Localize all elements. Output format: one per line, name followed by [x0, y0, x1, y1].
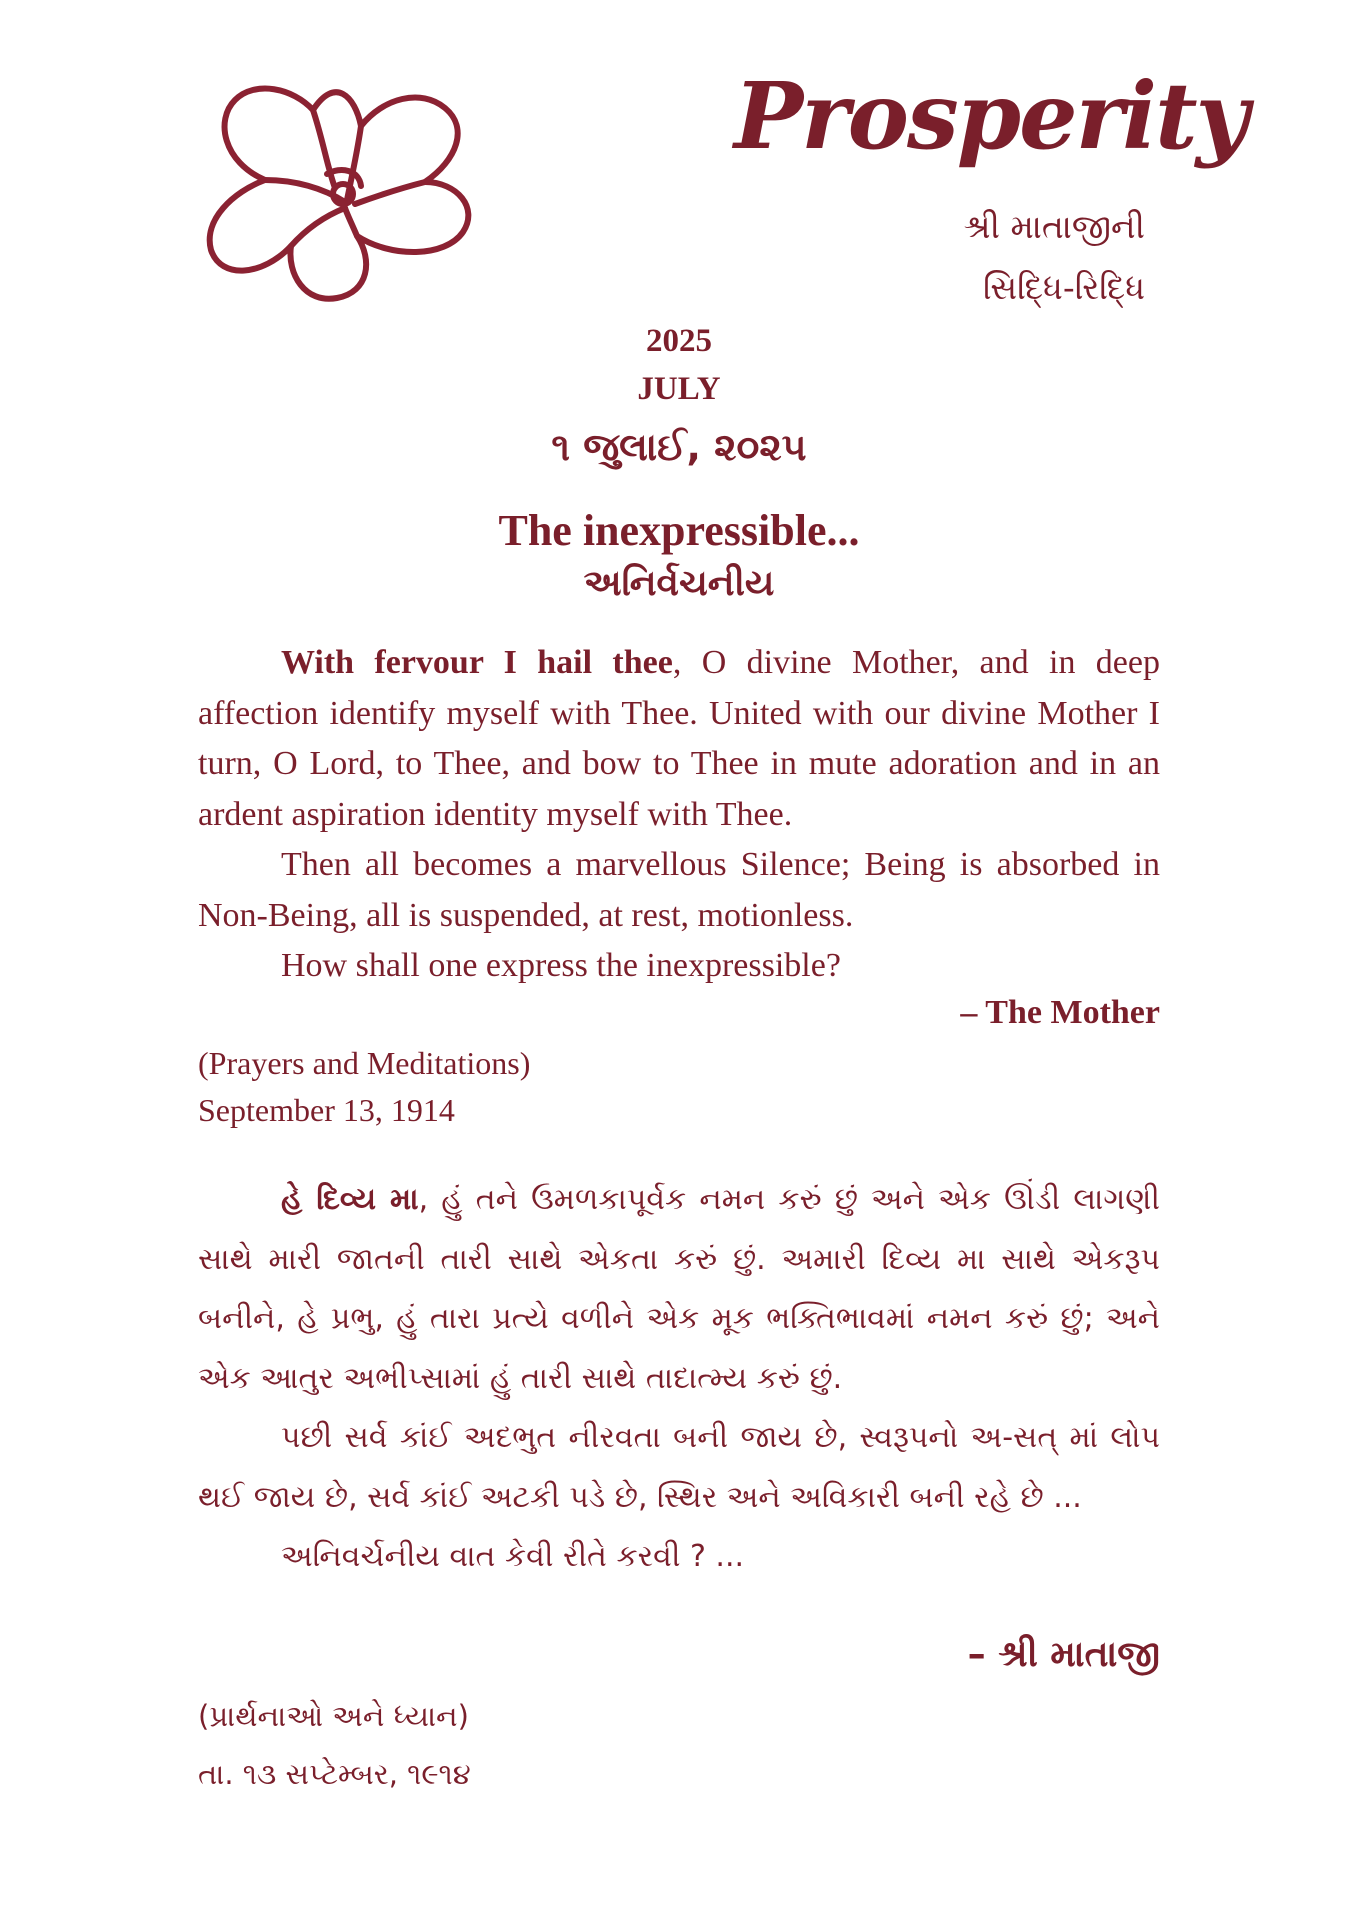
- english-attribution: – The Mother: [960, 994, 1160, 1031]
- brand-subtitle-2: સિદ્ધિ-રિદ્ધિ: [982, 268, 1145, 307]
- page-title: The inexpressible...: [498, 506, 860, 555]
- english-paragraph-2: Then all becomes a marvellous Silence; Being is absorbed in Non-Being, all is suspended, at rest, motionless.: [198, 846, 1160, 934]
- brand-subtitle-1: શ્રી માતાજીની: [963, 207, 1145, 246]
- gujarati-source-date: તા. ૧૩ સપ્ટેમ્બર, ૧૯૧૪: [198, 1757, 471, 1791]
- english-source-date: September 13, 1914: [198, 1092, 455, 1128]
- gujarati-opening-bold: હે દિવ્ય મા: [281, 1182, 419, 1217]
- english-opening-bold: With fervour I hail thee: [281, 644, 673, 681]
- month: JULY: [637, 371, 721, 407]
- gujarati-date: ૧ જુલાઈ, ૨૦૨૫: [551, 425, 807, 469]
- gujarati-passage: [198, 1170, 1160, 1587]
- english-paragraph-3: How shall one express the inexpressible?: [281, 947, 841, 984]
- english-source-title: (Prayers and Meditations): [198, 1045, 531, 1081]
- flower-logo-icon: [195, 70, 515, 305]
- year: 2025: [646, 323, 712, 359]
- brand-title: Prosperity: [734, 62, 1248, 170]
- gujarati-attribution: – શ્રી માતાજી: [967, 1634, 1160, 1675]
- gujarati-paragraph-3: અનિવર્ચનીય વાત કેવી રીતે કરવી ? ...: [281, 1539, 745, 1574]
- gujarati-source-title: (પ્રાર્થનાઓ અને ધ્યાન): [198, 1699, 469, 1733]
- english-paragraph-1-text: , O divine Mother, and in deep affection identify myself with Thee. United with our divine Mother I turn, O Lord, to Thee, and bow to Thee in mute adoration and in an ardent aspiration identity myself with Thee.: [198, 644, 1160, 833]
- english-passage: [198, 638, 1160, 992]
- gujarati-paragraph-1-text: , હું તને ઉમળકાપૂર્વક નમન કરું છું અને એક ઊંડી લાગણી સાથે મારી જાતની તારી સાથે એકતા કરું છું. અમારી દિવ્ય મા સાથે એકરૂપ બનીને, હે પ્રભુ, હું તારા પ્રત્યે વળીને એક મૂક ભક્તિભાવમાં નમન કરું છું; અને એક આતુર અભીપ્સામાં હું તારી સાથે તાદાત્મ્ય કરું છું.: [198, 1182, 1160, 1396]
- gujarati-paragraph-1: [198, 1170, 1160, 1408]
- brand-title-block: [720, 62, 1248, 192]
- gujarati-paragraph-2: પછી સર્વ કાંઈ અદભુત નીરવતા બની જાય છે, સ્વરૂપનો અ-સત્ માં લોપ થઈ જાય છે, સર્વ કાંઈ અટકી પડે છે, સ્થિર અને અવિકારી બની રહે છે ...: [198, 1420, 1160, 1515]
- page-title-gujarati: અનિર્વચનીય: [583, 563, 775, 604]
- english-paragraph-1: [198, 638, 1160, 840]
